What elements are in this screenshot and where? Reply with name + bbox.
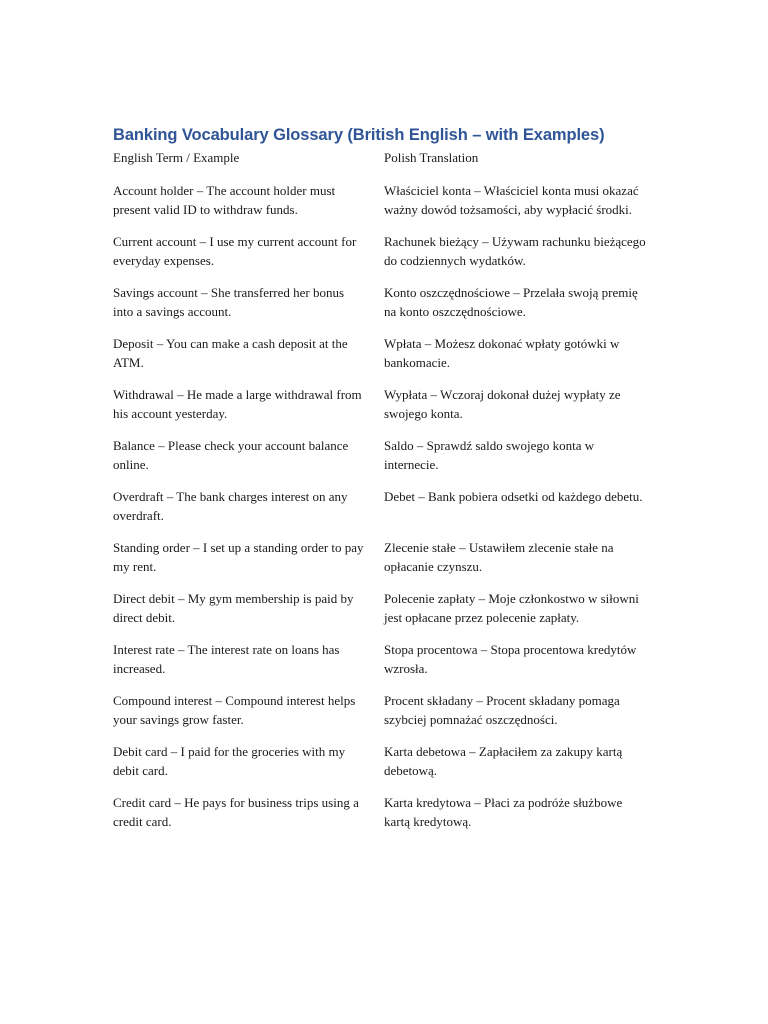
english-term: Balance – Please check your account balance online. [113,437,349,472]
english-term: Debit card – I paid for the groceries with my debit card. [113,743,346,778]
polish-translation: Saldo – Sprawdź saldo swojego konta w internecie. [384,437,595,472]
glossary-row [113,232,653,271]
glossary-row [113,589,653,628]
polish-translation: Właściciel konta – Właściciel konta musi okazać ważny dowód tożsamości, aby wypłacić środki. [384,182,639,217]
glossary-row [113,181,653,220]
polish-translation: Polecenie zapłaty – Moje członkostwo w siłowni jest opłacane przez polecenie zapłaty. [384,590,639,625]
polish-translation: Wpłata – Możesz dokonać wpłaty gotówki w bankomacie. [384,335,620,370]
glossary-row [113,538,653,577]
english-column-header: English Term / Example [113,150,240,165]
english-term: Direct debit – My gym membership is paid by direct debit. [113,590,354,625]
polish-translation: Zlecenie stałe – Ustawiłem zlecenie stałe na opłacanie czynszu. [384,539,614,574]
polish-column-header: Polish Translation [384,150,479,165]
polish-translation: Konto oszczędnościowe – Przelała swoją premię na konto oszczędnościowe. [384,284,638,319]
glossary-row [113,793,653,832]
english-term: Standing order – I set up a standing order to pay my rent. [113,539,364,574]
english-term: Compound interest – Compound interest helps your savings grow faster. [113,692,356,727]
english-term: Withdrawal – He made a large withdrawal from his account yesterday. [113,386,362,421]
polish-translation: Wypłata – Wczoraj dokonał dużej wypłaty ze swojego konta. [384,386,621,421]
glossary-row [113,436,653,475]
glossary-header-row [113,148,653,168]
document-title: Banking Vocabulary Glossary (British English – with Examples) [113,126,605,144]
polish-translation: Rachunek bieżący – Używam rachunku bieżącego do codziennych wydatków. [384,233,646,268]
english-term: Current account – I use my current account for everyday expenses. [113,233,357,268]
glossary-row [113,283,653,322]
polish-translation: Karta kredytowa – Płaci za podróże służbowe kartą kredytową. [384,794,623,829]
glossary-row [113,742,653,781]
english-term: Credit card – He pays for business trips using a credit card. [113,794,359,829]
english-term: Overdraft – The bank charges interest on any overdraft. [113,488,348,523]
polish-translation: Karta debetowa – Zapłaciłem za zakupy kartą debetową. [384,743,623,778]
glossary-row [113,691,653,730]
english-term: Account holder – The account holder must present valid ID to withdraw funds. [113,182,336,217]
glossary-row [113,487,653,526]
polish-translation: Debet – Bank pobiera odsetki od każdego debetu. [384,488,643,504]
english-term: Savings account – She transferred her bonus into a savings account. [113,284,345,319]
polish-translation: Procent składany – Procent składany pomaga szybciej pomnażać oszczędności. [384,692,620,727]
glossary-table [113,148,653,844]
glossary-row [113,385,653,424]
glossary-row [113,334,653,373]
glossary-row [113,640,653,679]
english-term: Deposit – You can make a cash deposit at the ATM. [113,335,348,370]
polish-translation: Stopa procentowa – Stopa procentowa kredytów wzrosła. [384,641,637,676]
english-term: Interest rate – The interest rate on loans has increased. [113,641,340,676]
